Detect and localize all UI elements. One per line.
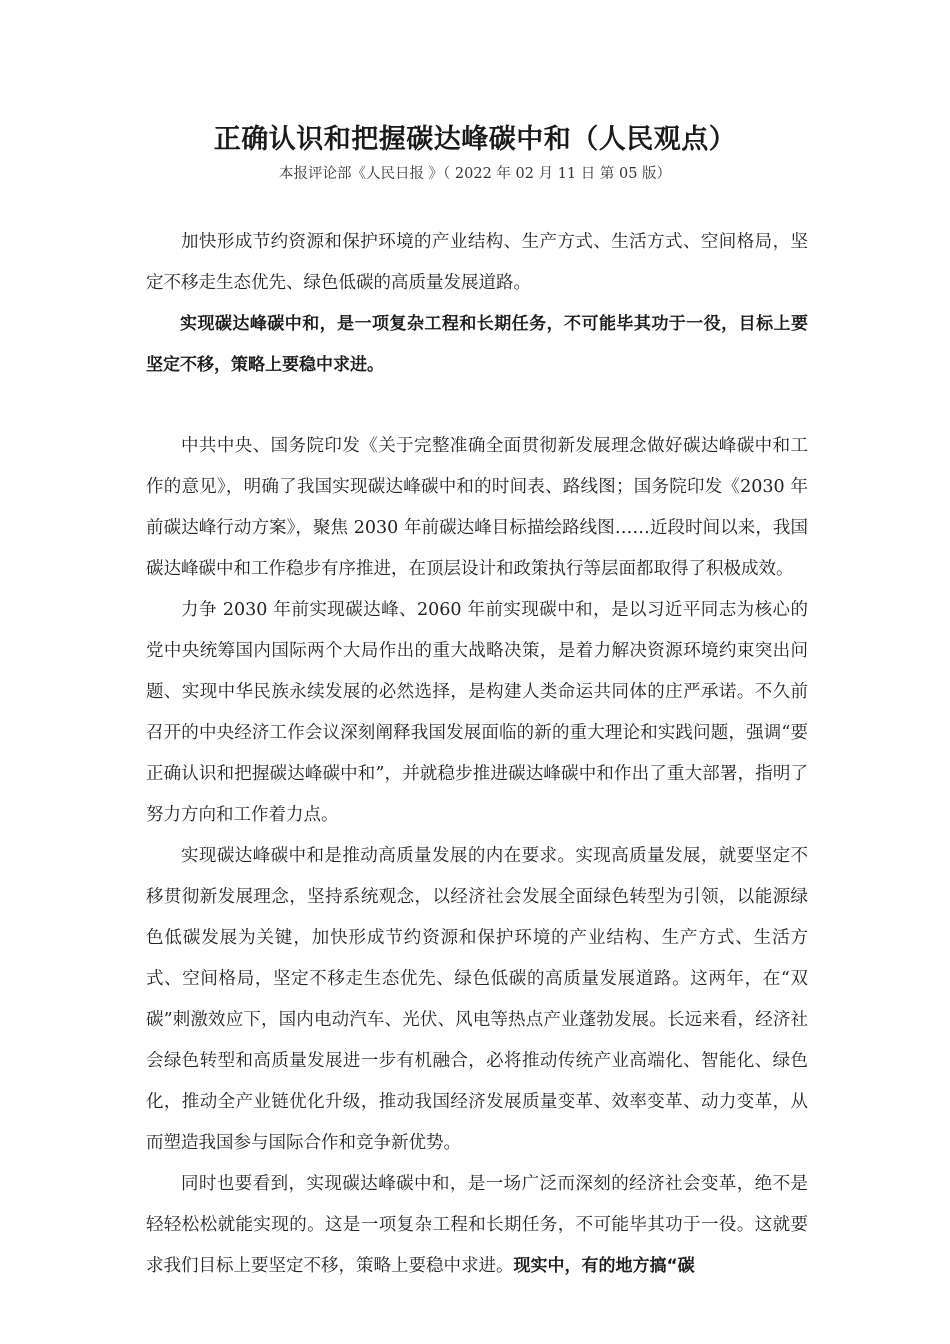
body-paragraph-4 [146, 1164, 808, 1287]
body-paragraph-4-text: 同时也要看到，实现碳达峰碳中和，是一场广泛而深刻的经济社会变革，绝不是轻轻松松就能实现的。这是一项复杂工程和长期任务，不可能毕其功于一役。这就要求我们目标上要坚定不移，策略上要稳中求进。 [146, 1174, 808, 1276]
paragraph-gap [146, 386, 808, 426]
article-summary: 加快形成节约资源和保护环境的产业结构、生产方式、生活方式、空间格局，坚定不移走生态优先、绿色低碳的高质量发展道路。 [146, 232, 808, 293]
article-lead-bold: 实现碳达峰碳中和，是一项复杂工程和长期任务，不可能毕其功于一役，目标上要坚定不移，策略上要稳中求进。 [146, 314, 808, 375]
body-paragraph-2: 力争 2030 年前实现碳达峰、2060 年前实现碳中和，是以习近平同志为核心的党中央统筹国内国际两个大局作出的重大战略决策，是着力解决资源环境约束突出问题、实现中华民族永续发展的必然选择，是构建人类命运共同体的庄严承诺。不久前召开的中央经济工作会议深刻阐释我国发展面临的新的重大理论和实践问题，强调“要正确认识和把握碳达峰碳中和”，并就稳步推进碳达峰碳中和作出了重大部署，指明了努力方向和工作着力点。 [146, 600, 808, 825]
body-paragraph-1: 中共中央、国务院印发《关于完整准确全面贯彻新发展理念做好碳达峰碳中和工作的意见》，明确了我国实现碳达峰碳中和的时间表、路线图；国务院印发《2030 年前碳达峰行动方案》，聚焦 2030 年前碳达峰目标描绘路线图……近段时间以来，我国碳达峰碳中和工作稳步有序推进，在顶层设计和政策执行等层面都取得了积极成效。 [146, 436, 808, 579]
article-title: 正确认识和把握碳达峰碳中和（人民观点） [213, 124, 737, 155]
article-body [146, 222, 808, 1287]
article-byline: 本报评论部《人民日报 》（ 2022 年 02 月 11 日 第 05 版） [278, 166, 672, 182]
body-paragraph-3: 实现碳达峰碳中和是推动高质量发展的内在要求。实现高质量发展，就要坚定不移贯彻新发展理念，坚持系统观念，以经济社会发展全面绿色转型为引领，以能源绿色低碳发展为关键，加快形成节约资源和保护环境的产业结构、生产方式、生活方式、空间格局，坚定不移走生态优先、绿色低碳的高质量发展道路。这两年，在“双碳”刺激效应下，国内电动汽车、光伏、风电等热点产业蓬勃发展。长远来看，经济社会绿色转型和高质量发展进一步有机融合，必将推动传统产业高端化、智能化、绿色化，推动全产业链优化升级，推动我国经济发展质量变革、效率变革、动力变革，从而塑造我国参与国际合作和竞争新优势。 [146, 846, 808, 1153]
body-paragraph-4-bold: 现实中，有的地方搞“碳 [513, 1256, 695, 1276]
